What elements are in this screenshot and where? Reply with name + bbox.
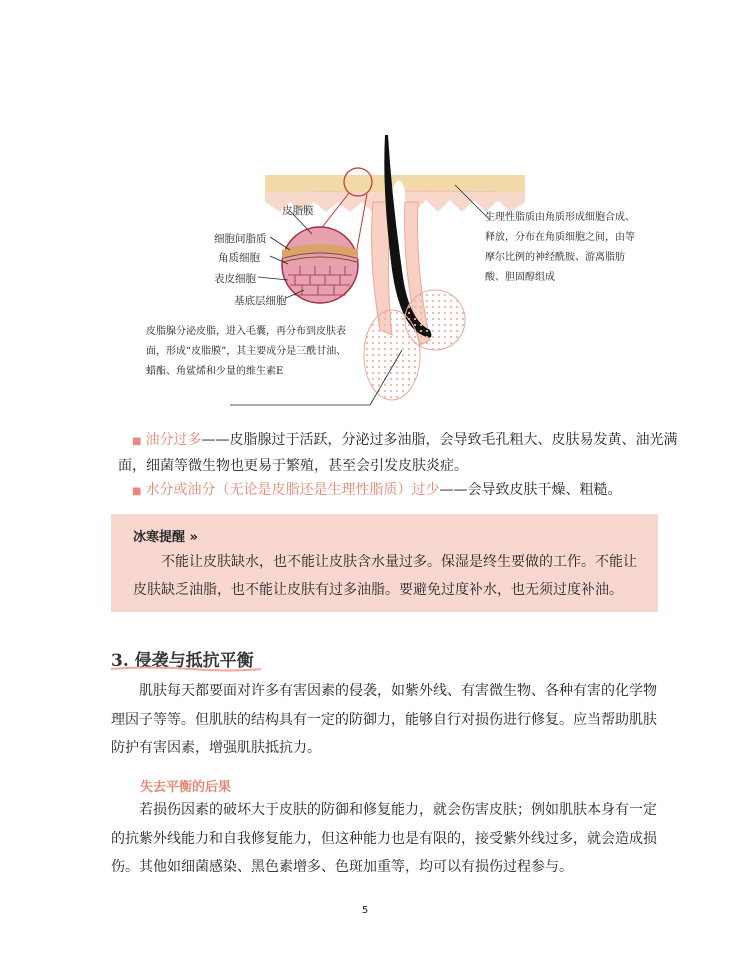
- page-number: 5: [361, 905, 369, 916]
- subheading: 失去平衡的后果: [140, 780, 232, 795]
- section-paragraph-2: 若损伤因素的破坏大于皮肤的防御和修复能力，就会伤害皮肤；例如肌肤本身有一定的抗紫外线能力和自我修复能力，但这种能力也是有限的，接受紫外线过多，就会造成损伤。其他如细菌感染、黑色素增多、色斑加重等，均可以有损伤过程参与。: [111, 802, 657, 875]
- label-basal-cell: 基底层细胞: [234, 295, 287, 307]
- lipid-note: 生理性脂质由角质形成细胞合成、释放，分布在角质细胞之间，由等摩尔比例的神经酰胺、游离脂肪酸、胆固醇组成: [485, 212, 635, 283]
- label-epidermal-cell: 表皮细胞: [214, 273, 256, 285]
- bullet-marker: ■: [132, 436, 142, 447]
- sebum-note: 皮脂腺分泌皮脂，进入毛囊，再分布到皮肤表面，形成“皮脂膜”，其主要成分是三酰甘油、蜡酯、角鲨烯和少量的维生素E: [146, 326, 347, 377]
- tip-body: 不能让皮肤缺水，也不能让皮肤含水量过多。保湿是终生要做的工作。不能让皮肤缺乏油脂，也不能让皮肤有过多油脂。要避免过度补水，也无须过度补油。: [133, 554, 637, 598]
- label-intercellular-lipid: 细胞间脂质: [214, 233, 267, 245]
- label-pizhimo: 皮脂膜: [282, 205, 314, 217]
- section-heading: 3. 侵袭与抵抗平衡: [111, 651, 254, 671]
- bullet-oil-excess: ■ 油分过多——皮脂腺过于活跃，分泌过多油脂，会导致毛孔粗大、皮肤易发黄、油光满面，细菌等微生物也更易于繁殖，甚至会引发皮肤炎症。: [118, 432, 678, 474]
- heading-underline: [111, 666, 261, 672]
- section-paragraph-1: 肌肤每天都要面对许多有害因素的侵袭，如紫外线、有害微生物、各种有害的化学物理因子等等。但肌肤的结构具有一定的防御力，能够自行对损伤进行修复。应当帮助肌肤防护有害因素，增强肌肤抵抗力。: [111, 683, 657, 756]
- bullet-oil-lack: ■ 水分或油分（无论是皮脂还是生理性脂质）过少——会导致皮肤干燥、粗糙。: [132, 482, 622, 498]
- bullet-marker: ■: [132, 486, 142, 497]
- tip-title: 冰寒提醒 »: [133, 530, 198, 545]
- label-corneocyte: 角质细胞: [218, 252, 260, 264]
- tip-box: [111, 514, 658, 612]
